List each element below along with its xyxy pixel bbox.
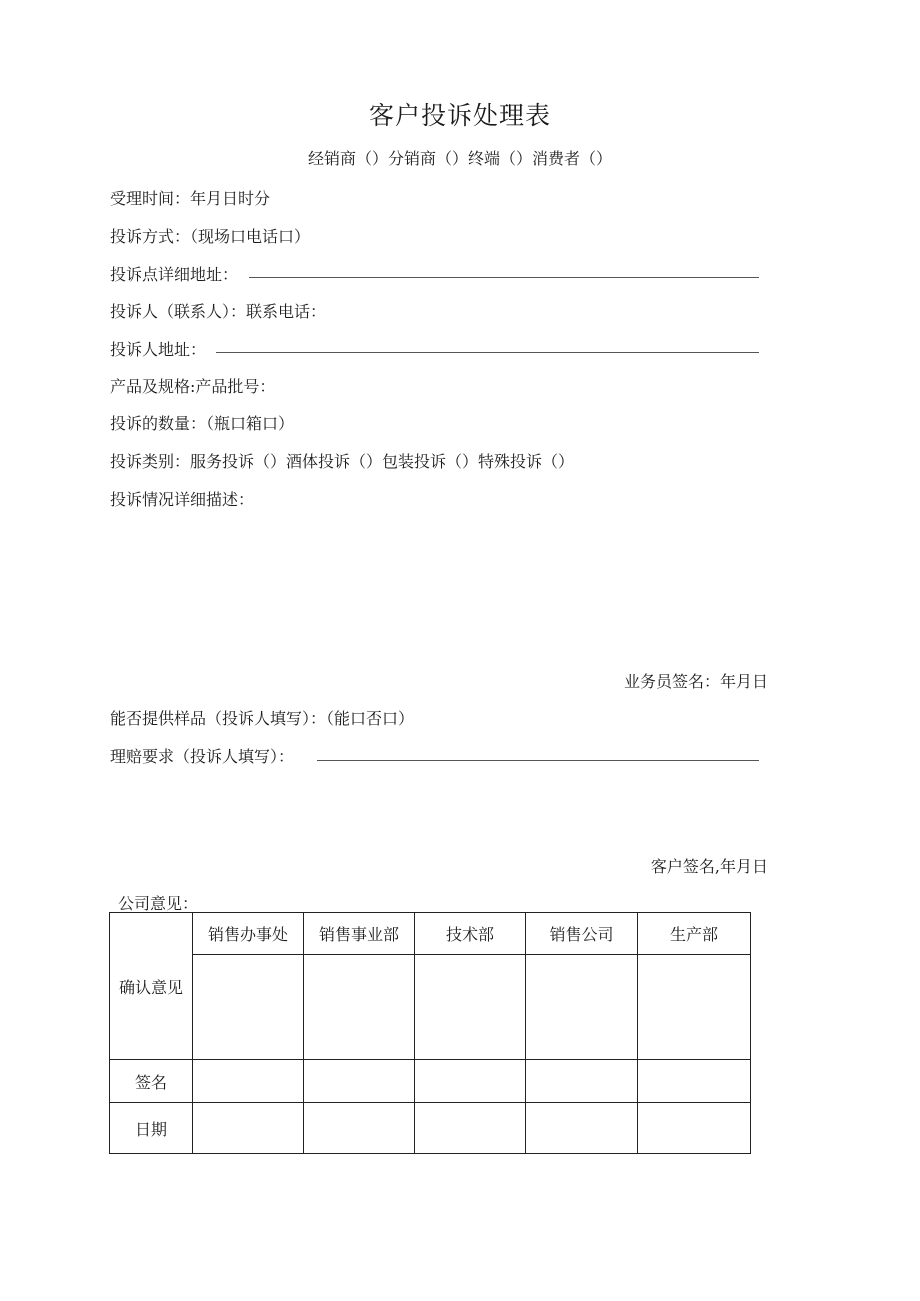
date-row — [110, 1103, 751, 1154]
page-title: 客户投诉处理表 — [368, 101, 551, 130]
complaint-address-label: 投诉点详细地址： — [110, 265, 239, 284]
table-cell[interactable] — [415, 955, 526, 1060]
table-cell[interactable] — [415, 1103, 526, 1154]
date-label: 日期 — [110, 1103, 193, 1154]
signature-row — [110, 1060, 751, 1103]
table-header-row — [110, 913, 751, 955]
table-cell[interactable] — [193, 955, 304, 1060]
table-cell[interactable] — [304, 1060, 415, 1103]
dept-header: 销售公司 — [526, 913, 638, 955]
complaint-address-line[interactable] — [249, 277, 759, 278]
compensation-label: 理赔要求（投诉人填写）： — [110, 747, 295, 766]
customer-signature: 客户签名,年月日 — [650, 857, 768, 876]
table-cell[interactable] — [638, 955, 751, 1060]
opinion-table — [109, 912, 751, 1154]
customer-type-options: 经销商（）分销商（）终端（）消费者（） — [307, 149, 612, 168]
table-cell[interactable] — [193, 1103, 304, 1154]
accept-time-field: 受理时间：年月日时分 — [110, 189, 271, 208]
confirm-opinion-label: 确认意见 — [110, 913, 193, 1060]
complainant-contact-field: 投诉人（联系人）：联系电话： — [110, 302, 327, 321]
table-cell[interactable] — [526, 1060, 638, 1103]
product-spec-field: 产品及规格:产品批号： — [110, 377, 276, 396]
signature-label: 签名 — [110, 1060, 193, 1103]
dept-header: 技术部 — [415, 913, 526, 955]
complaint-category-field: 投诉类别：服务投诉（）酒体投诉（）包装投诉（）特殊投诉（） — [110, 452, 575, 471]
table-cell[interactable] — [304, 955, 415, 1060]
sample-field: 能否提供样品（投诉人填写）：（能口否口） — [110, 709, 415, 728]
complainant-address-line[interactable] — [216, 352, 759, 353]
table-cell[interactable] — [526, 1103, 638, 1154]
table-cell[interactable] — [638, 1103, 751, 1154]
table-cell[interactable] — [193, 1060, 304, 1103]
salesman-signature: 业务员签名：年月日 — [623, 672, 768, 691]
complainant-address-label: 投诉人地址： — [110, 340, 207, 359]
table-cell[interactable] — [304, 1103, 415, 1154]
confirm-opinion-row — [110, 955, 751, 1060]
compensation-line[interactable] — [317, 760, 759, 761]
table-cell[interactable] — [415, 1060, 526, 1103]
company-opinion-label: 公司意见： — [118, 894, 199, 913]
dept-header: 销售办事处 — [193, 913, 304, 955]
table-cell[interactable] — [638, 1060, 751, 1103]
table-cell[interactable] — [526, 955, 638, 1060]
quantity-field: 投诉的数量：（瓶口箱口） — [110, 414, 295, 433]
complaint-description-label: 投诉情况详细描述： — [110, 490, 255, 509]
complaint-method-field: 投诉方式：（现场口电话口） — [110, 227, 311, 246]
dept-header: 生产部 — [638, 913, 751, 955]
dept-header: 销售事业部 — [304, 913, 415, 955]
